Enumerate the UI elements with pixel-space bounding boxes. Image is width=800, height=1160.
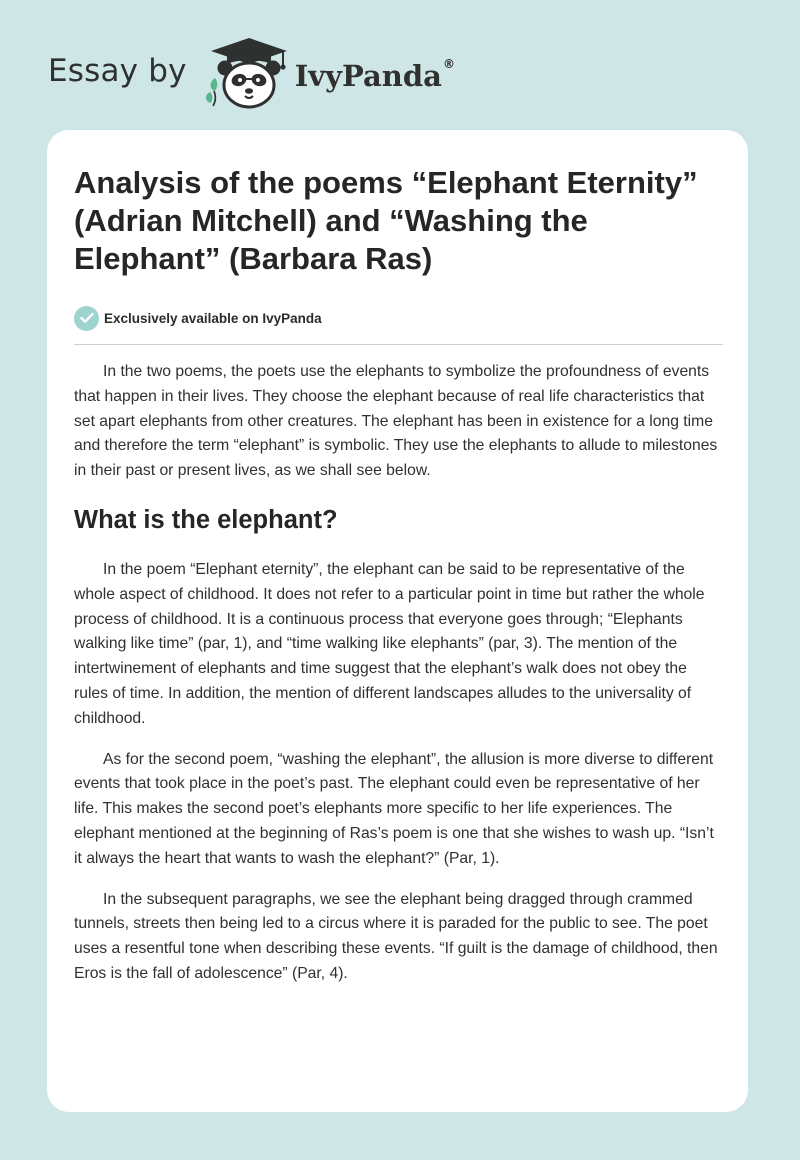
essay-body xyxy=(74,360,722,1003)
brand-prefix: Essay by xyxy=(48,53,187,89)
brand-name xyxy=(295,59,455,93)
registered-mark: ® xyxy=(442,57,455,71)
availability-badge xyxy=(74,304,322,332)
site-brand[interactable] xyxy=(48,34,455,114)
body-paragraph: In the subsequent paragraphs, we see the elephant being dragged through crammed tunnels, streets then being led to a circus where it is paraded for the public to see. The poet uses a resentful tone when describing these events. “If guilt is the damage of childhood, then Eros is the fall of adolescence” (Par, 4). xyxy=(74,890,718,982)
essay-card xyxy=(47,130,748,1112)
availability-text: Exclusively available on IvyPanda xyxy=(104,310,322,326)
intro-paragraph: In the two poems, the poets use the elephants to symbolize the profoundness of events that happen in their lives. They choose the elephant because of real life characteristics that set apart elephants from other creatures. The elephant has been in existence for a long time and therefore the term “elephant” is symbolic. They use the elephants to allude to milestones in their past or present lives, as we shall see below. xyxy=(74,363,718,480)
check-circle-icon xyxy=(74,306,99,331)
panda-graduation-cap-icon xyxy=(201,34,293,114)
title-divider xyxy=(74,344,723,345)
essay-title: Analysis of the poems “Elephant Eternity” (Adrian Mitchell) and “Washing the Elephant” (Barbara Ras) xyxy=(74,165,698,276)
brand-name-text: IvyPanda xyxy=(294,59,442,93)
body-paragraph: In the poem “Elephant eternity”, the elephant can be said to be representative of the whole aspect of childhood. It does not refer to a particular point in time but rather the whole process of childhood. It is a continuous process that everyone goes through; “Elephants walking like time” (par, 1), and “time walking like elephants” (par, 3). The mention of the intertwinement of elephants and time suggest that the elephant’s walk does not obey the rules of time. In addition, the mention of different landscapes alludes to the universality of childhood. xyxy=(74,560,705,727)
body-paragraph: As for the second poem, “washing the elephant”, the allusion is more diverse to different events that took place in the poet’s past. The elephant could even be representative of her life. This makes the second poet’s elephants more specific to her life experiences. The elephant mentioned at the beginning of Ras’s poem is one that she wishes to wash up. “Isn’t it always the heart that wants to wash the elephant?” (Par, 1). xyxy=(74,750,714,867)
section-heading: What is the elephant? xyxy=(74,505,338,534)
